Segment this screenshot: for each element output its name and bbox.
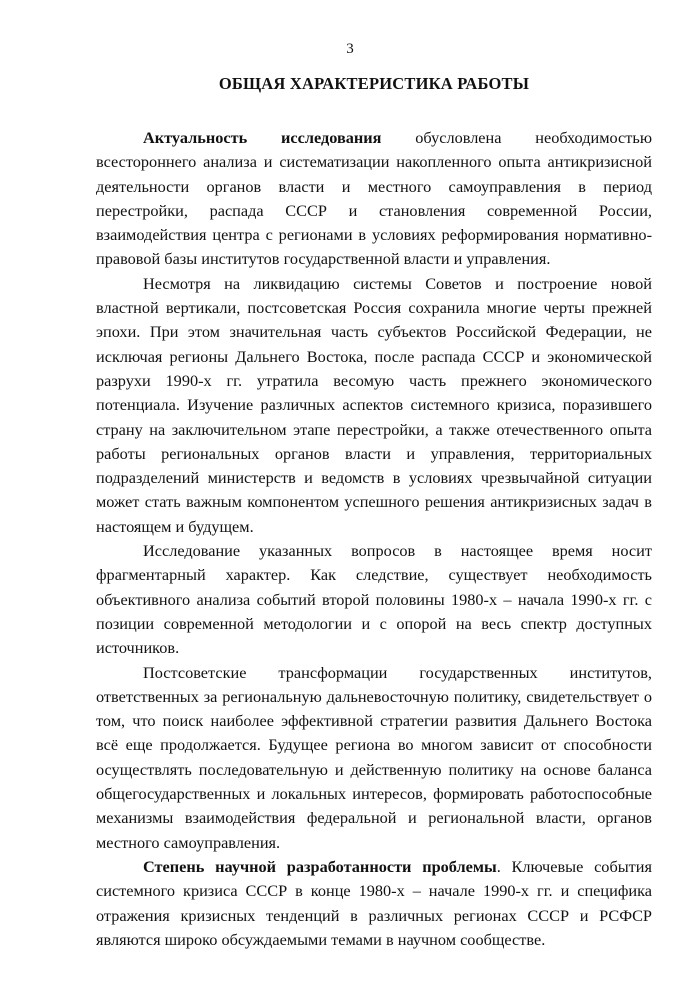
paragraph-text: обусловлена необходимостью всестороннего анализа и систематизации накопленного опыта антикризисной деятельности органов власти и местного самоуправления в период перестройки, распада СССР и становления современной России, взаимодействия центра с регионами в условиях реформирования нормативно-правовой базы институтов государственной власти и управления.	[96, 128, 652, 269]
section-heading: ОБЩАЯ ХАРАКТЕРИСТИКА РАБОТЫ	[218, 74, 530, 93]
body-text	[96, 126, 652, 952]
paragraph-degree-of-study	[96, 855, 652, 952]
page-number: 3	[346, 41, 354, 57]
paragraph-text: . Ключевые события системного кризиса СССР в конце 1980-х – начале 1990-х гг. и специфика отражения кризисных тенденций в различных регионах СССР и РСФСР являются широко обсуждаемыми темами в научном сообществе.	[96, 856, 652, 949]
paragraph-transformations	[96, 661, 652, 855]
paragraph-text: Несмотря на ликвидацию системы Советов и построение новой властной вертикали, постсоветская Россия сохранила многие черты прежней эпохи. При этом значительная часть субъектов Российской Федерации, не исключая регионы Дальнего Востока, после распада СССР и экономической разрухи 1990-х гг. утратила весомую часть прежнего экономического потенциала. Изучение различных аспектов системного кризиса, поразившего страну на заключительном этапе перестройки, а также отечественного опыта работы региональных органов власти и управления, территориальных подразделений министерств и ведомств в условиях чрезвычайной ситуации может стать важным компонентом успешного решения антикризисных задач в настоящем и будущем.	[96, 273, 652, 536]
paragraph-lead: Степень научной разработанности проблемы	[143, 856, 497, 876]
paragraph-fragmentary	[96, 539, 652, 660]
paragraph-text: Постсоветские трансформации государственных институтов, ответственных за региональную дальневосточную политику, свидетельствует о том, что поиск наиболее эффективной стратегии развития Дальнего Востока всё еще продолжается. Будущее региона во многом зависит от способности осуществлять последовательную и действенную политику на основе баланса общегосударственных и локальных интересов, формировать работоспособные механизмы взаимодействия федеральной и региональной власти, органов местного самоуправления.	[96, 662, 652, 852]
paragraph-post-soviet	[96, 272, 652, 539]
paragraph-relevance	[96, 126, 652, 272]
paragraph-lead: Актуальность исследования	[143, 128, 382, 147]
paragraph-text: Исследование указанных вопросов в настоящее время носит фрагментарный характер. Как следствие, существует необходимость объективного анализа событий второй половины 1980-х – начала 1990-х гг. с позиции современной методологии и с опорой на весь спектр доступных источников.	[96, 541, 652, 658]
